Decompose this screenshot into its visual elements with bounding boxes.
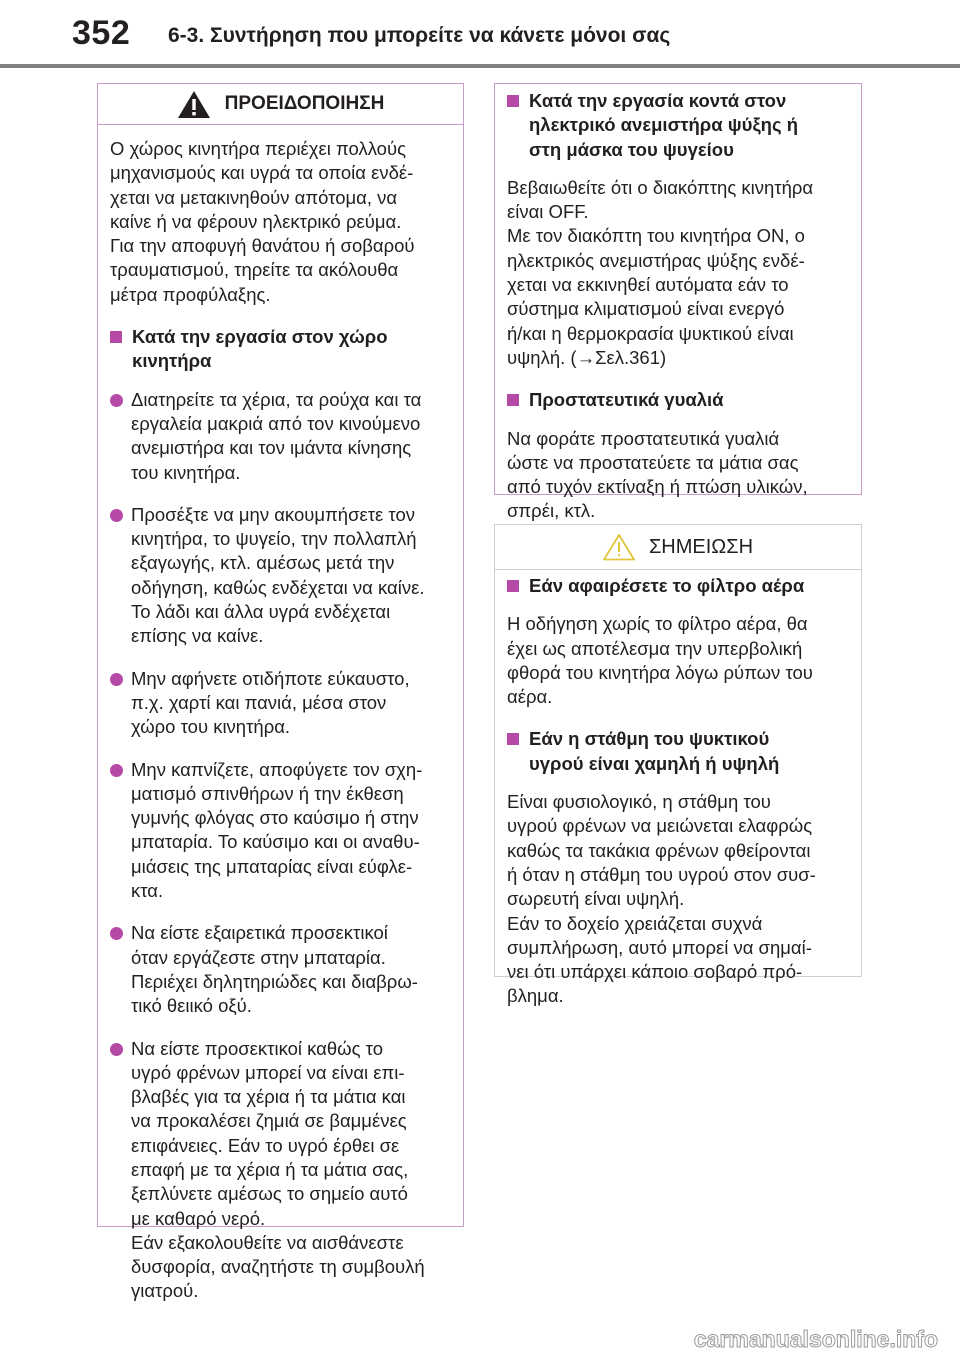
list-item [110, 388, 451, 485]
list-item [110, 758, 451, 904]
list-item [110, 667, 451, 740]
square-bullet-icon [507, 733, 519, 745]
goggles-text: Να φοράτε προστατευτικά γυαλιά ώστε να προστατεύετε τα μάτια σας από τυχόν εκτίναξη ή πτώση υλικών, σπρέι, κτλ. [507, 427, 808, 522]
square-bullet-icon [507, 394, 519, 406]
page-header [0, 0, 960, 68]
circle-bullet-icon [110, 764, 123, 777]
list-item-text: Μην καπνίζετε, αποφύγετε τον σχη- ματισμό σπινθήρων ή την έκθεση γυμνής φλόγας στο καύσιμο ή στην μπαταρία. Το καύσιμο και οι αναθυ- μιάσεις της μπαταρίας είναι εύφλε- κτα. [131, 758, 423, 902]
square-bullet-icon [110, 331, 122, 343]
note-title: ΣΗΜΕΙΩΣΗ [648, 535, 754, 558]
watermark-text: carmanualsonline.info [693, 1326, 938, 1352]
warning-heading-text: Κατά την εργασία στον χώρο κινητήρα [132, 326, 388, 372]
air-filter-heading [507, 574, 849, 598]
goggles-heading [507, 388, 849, 412]
page-number: 352 [72, 14, 131, 52]
list-item-text: Να είστε προσεκτικοί καθώς το υγρό φρένων μπορεί να είναι επι- βλαβές για τα χέρια ή τα μάτια και να προκαλέσει ζημιά σε βαμμένες επιφάνειες. Εάν το υγρό έρθει σε επαφή με τα χέρια ή τα μάτια σας, ξεπλύνετε αμέσως το σημείο αυτό με καθαρό νερό. Εάν εξακολουθείτε να αισθάνεστε δυσφορία, αναζητήστε τη συμβουλή γιατρού. [131, 1037, 425, 1302]
list-item-text: Να είστε εξαιρετικά προσεκτικοί όταν εργάζεστε στην μπαταρία. Περιέχει δηλητηριώδες και διαβρω- τικό θειικό οξύ. [131, 922, 418, 1017]
section-title: 6-3. Συντήρηση που μπορείτε να κάνετε μόνοι σας [168, 24, 671, 47]
circle-bullet-icon [110, 509, 123, 522]
warning-intro: Ο χώρος κινητήρα περιέχει πολλούς μηχανισμούς και υγρά τα οποία ενδέ- χεται να μετακινηθούν απότομα, να καίνε ή να φέρουν ηλεκτρικό ρεύμα. Για την αποφυγή θανάτου ή σοβαρού τραυματισμού, τηρείτε τα ακόλουθα μέτρα προφύλαξης. [110, 138, 415, 305]
air-filter-text: Η οδήγηση χωρίς το φίλτρο αέρα, θα έχει ως αποτέλεσμα την υπερβολική φθορά του κινητήρα λόγω ρύπων του αέρα. [507, 613, 813, 708]
coolant-heading-text: Εάν η στάθμη του ψυκτικού υγρού είναι χαμηλή ή υψηλή [529, 728, 780, 774]
header-rule [0, 64, 960, 68]
warning-icon [177, 89, 211, 119]
note-title-bar [495, 525, 861, 570]
list-item [110, 1037, 451, 1304]
list-item [110, 503, 451, 649]
warning-title-bar [98, 84, 463, 125]
fan-text: Βεβαιωθείτε ότι ο διακόπτης κινητήρα είναι OFF. Με τον διακόπτη του κινητήρα ON, ο ηλεκτρικός ανεμιστήρας ψύξης ενδέ- χεται να εκκινηθεί αυτόματα εάν το σύστημα κλιματισμού είναι ενεργό ή/και η θερμοκρασία ψυκτικού είναι υψηλή. (→Σελ.361) [507, 176, 814, 368]
list-item-text: Διατηρείτε τα χέρια, τα ρούχα και τα εργαλεία μακριά από τον κινούμενο ανεμιστήρα και τον ιμάντα κίνησης του κινητήρα. [131, 388, 422, 483]
caution-icon [603, 533, 635, 561]
watermark [650, 1322, 940, 1356]
goggles-heading-text: Προστατευτικά γυαλιά [529, 389, 724, 411]
circle-bullet-icon [110, 673, 123, 686]
warning-heading [110, 325, 451, 374]
fan-heading [507, 89, 849, 162]
circle-bullet-icon [110, 927, 123, 940]
air-filter-heading-text: Εάν αφαιρέσετε το φίλτρο αέρα [529, 575, 805, 596]
list-item-text: Μην αφήνετε οτιδήποτε εύκαυστο, π.χ. χαρτί και πανιά, μέσα στον χώρο του κινητήρα. [131, 667, 410, 738]
warning-title: ΠΡΟΕΙΔΟΠΟΙΗΣΗ [224, 93, 385, 114]
coolant-heading [507, 727, 849, 776]
coolant-text: Είναι φυσιολογικό, η στάθμη του υγρού φρένων να μειώνεται ελαφρώς καθώς τα τακάκια φρένων φθείρονται ή όταν η στάθμη του υγρού στον συσ- σωρευτή είναι υψηλή. Εάν το δοχείο χρειάζεται συχνά συμπλήρωση, αυτό μπορεί να σημαί- νει ότι υπάρχει κάποιο σοβαρό πρό- βλημα. [507, 791, 816, 1007]
list-item [110, 921, 451, 1018]
square-bullet-icon [507, 580, 519, 592]
square-bullet-icon [507, 95, 519, 107]
fan-heading-text: Κατά την εργασία κοντά στον ηλεκτρικό ανεμιστήρα ψύξης ή στη μάσκα του ψυγείου [529, 90, 799, 160]
circle-bullet-icon [110, 1043, 123, 1056]
warning-box [97, 83, 464, 1302]
warning-continued-box [494, 83, 862, 522]
list-item-text: Προσέξτε να μην ακουμπήσετε τον κινητήρα, το ψυγείο, την πολλαπλή εξαγωγής, κτλ. αμέσως μετά την οδήγηση, καθώς ενδέχεται να καίνε. Το λάδι και άλλα υγρά ενδέχεται επίσης να καίνε. [131, 503, 425, 647]
circle-bullet-icon [110, 394, 123, 407]
note-box [494, 524, 862, 1007]
